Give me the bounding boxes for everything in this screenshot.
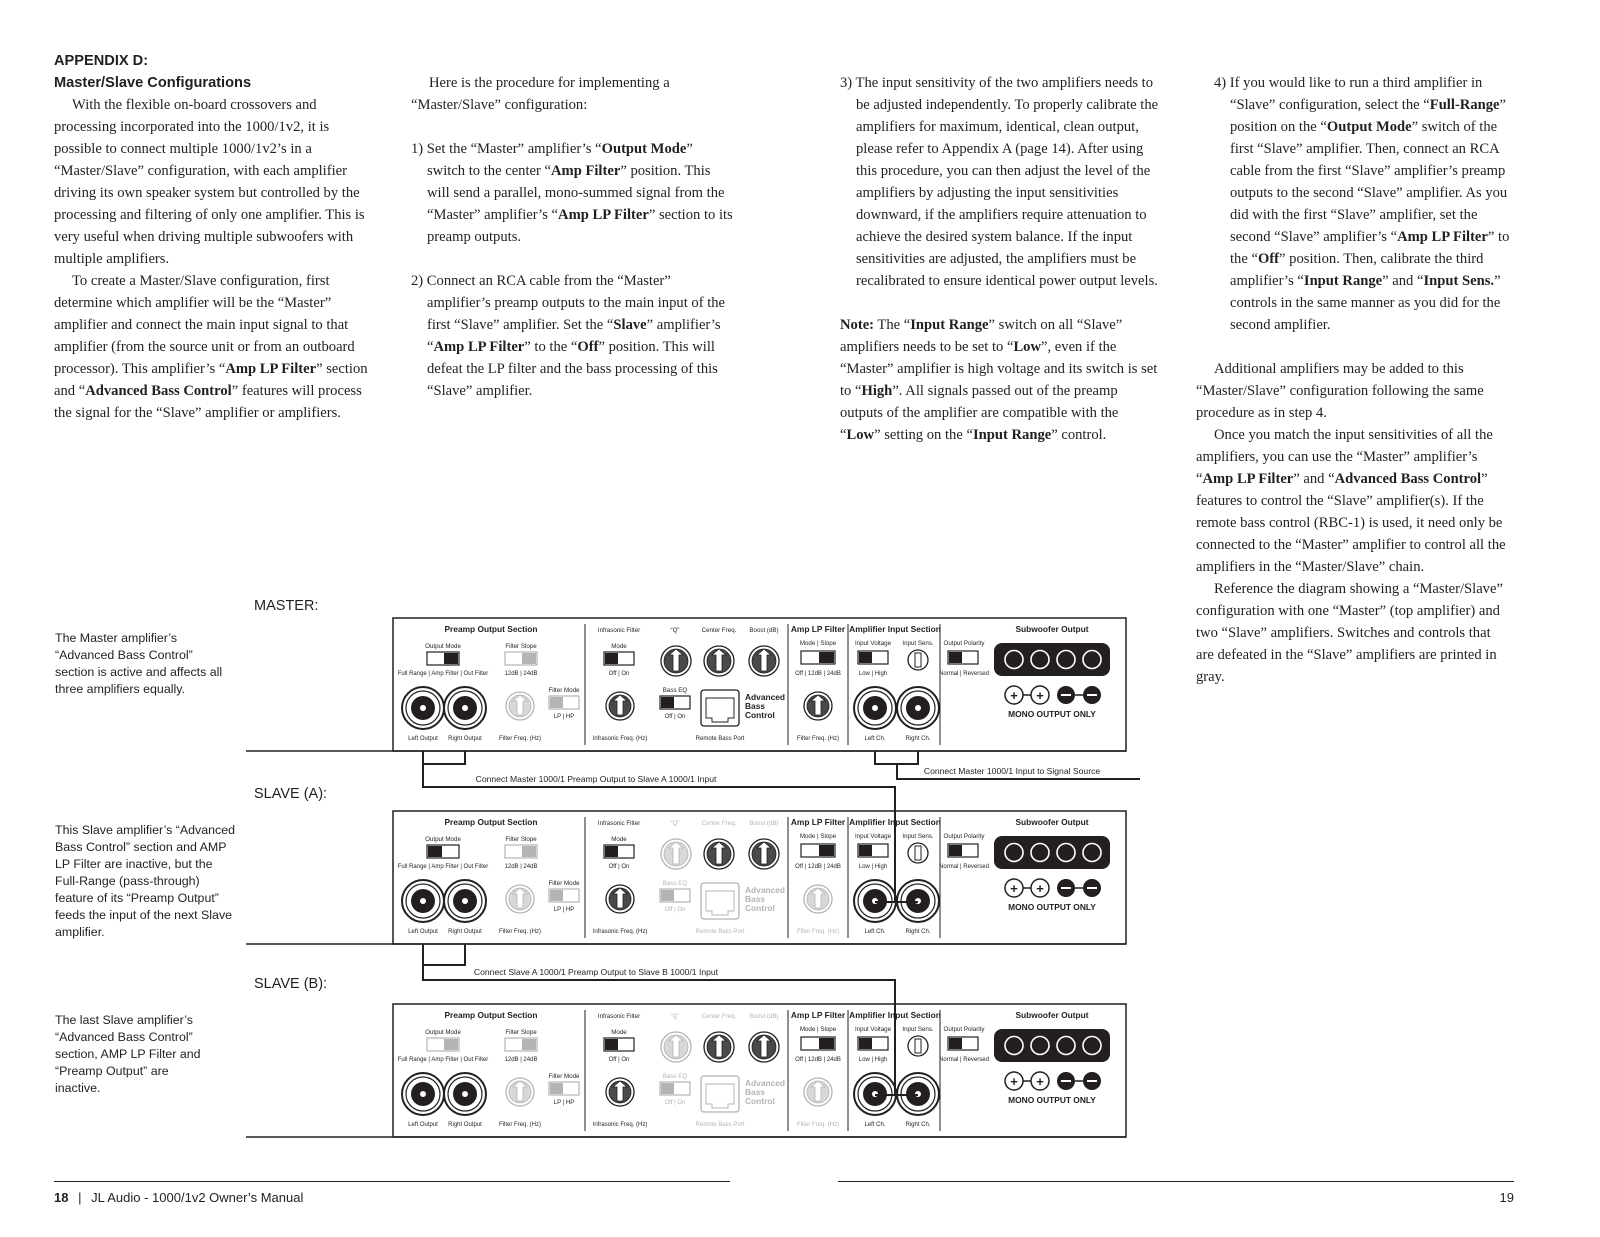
footer-left: 18 | JL Audio - 1000/1v2 Owner’s Manual — [54, 1190, 304, 1205]
amp0-center-freq-label: Center Freq. — [701, 627, 737, 634]
amp0-lp-opts: Off | 12dB | 24dB — [795, 671, 841, 677]
amp1-boost-label: Boost (dB) — [749, 820, 779, 827]
amp0-polarity-label: Output Polarity — [943, 640, 985, 647]
label-master-to-source: Connect Master 1000/1 Input to Signal Source — [923, 766, 1101, 776]
label-master-to-slave-a: Connect Master 1000/1 Preamp Output to Slave A 1000/1 Input — [475, 774, 717, 784]
amp0-filter-slope-opts: 12dB | 24dB — [504, 671, 538, 677]
amp2-filter-slope-opts: 12dB | 24dB — [504, 1057, 538, 1063]
side-note-slave-a: This Slave amplifier’s “Advanced Bass Control” section and AMP LP Filter are inactive, but the Full-Range (pass-through) feature of its “Preamp Output” feeds the input of the next Slave amplifier. — [55, 823, 235, 939]
amp0-abc-word-1: Bass — [745, 701, 766, 711]
amp0-neg-sign-1 — [1087, 694, 1097, 696]
amp0-abc-word-2: Control — [745, 710, 775, 720]
amp0-sub-terminal-1 — [1031, 651, 1049, 669]
amp2-outline — [393, 1004, 1126, 1137]
amp1-bass-eq-switch-lever — [661, 890, 674, 901]
label-slave-a-to-slave-b: Connect Slave A 1000/1 Preamp Output to Slave B 1000/1 Input — [473, 967, 719, 977]
amp2-lp-switch-lever — [819, 1038, 834, 1049]
amp0-input-sens-label: Input Sens. — [902, 640, 934, 647]
amp0-sub-terminal-2 — [1057, 651, 1075, 669]
amp2-q-label: “Q” — [670, 1013, 680, 1020]
amp1-output-mode-switch-lever — [428, 846, 442, 857]
amp2-right-output-label: Right Output — [448, 1122, 482, 1128]
amp1-filter-freq-label: Filter Freq. (Hz) — [499, 929, 541, 935]
amp0-remote-bass-port-label: Remote Bass Port — [695, 736, 745, 742]
page-number-left: 18 — [54, 1190, 69, 1205]
step-4: 4) If you would like to run a third amplifier in “Slave” configuration, select the “Full-Range” position on the “Output Mode” switch of the first “Slave” amplifier. Then, connect an RCA cable from the first “Slave” amplifier’s preamp outputs to the second “Slave” amplifier. As you did with the first “Slave” amplifier, set the second “Slave” amplifier’s “Amp LP Filter” to the “Off” position. Then, calibrate the third amplifier’s “Input Range” and “Input Sens.” controls in the same manner as you did for the second amplifier. — [1214, 75, 1510, 333]
amp0-remote-port — [701, 690, 739, 726]
col1-paragraph-1: With the flexible on-board crossovers and processing incorporated into the 1000/1v2, it is possible to connect multiple 1000/1v2’s in a “Master/Slave” configuration, with each amplifier driving its own speaker system but controlled by the processing and filtering of only one amplifier. This is very useful when driving multiple subwoofers with multiple amplifiers. — [54, 97, 365, 267]
amp2-abc-word-2: Control — [745, 1096, 775, 1106]
amp2-filter-mode-label: Filter Mode — [548, 1073, 580, 1080]
step-3: 3) The input sensitivity of the two amplifiers needs to be adjusted independently. To properly calibrate the amplifiers for maximum, identical, clean output, please refer to Appendix A (page 14). After using this procedure, you can then adjust the level of the amplifiers by adjusting the input sensitivities downward, if the amplifiers require attenuation to achieve the desired system balance. If the input sensitivities are adjusted, the amplifiers must be recalibrated to ensure identical power output levels. — [840, 75, 1159, 289]
amp2-amp-lp-title: Amp LP Filter — [790, 1010, 846, 1020]
amp1-filter-slope-label: Filter Slope — [505, 836, 537, 843]
appendix-heading: APPENDIX D: — [54, 53, 149, 69]
footer-manual-title: JL Audio - 1000/1v2 Owner’s Manual — [91, 1190, 304, 1205]
amp0-infrasonic-freq-label: Infrasonic Freq. (Hz) — [592, 736, 648, 742]
amp2-sub-terminal-3 — [1083, 1037, 1101, 1055]
amp1-right-ch-label: Right Ch. — [905, 929, 931, 935]
amp2-right-output-jack-pin — [462, 1091, 468, 1097]
amp2-polarity-opts: Normal | Reversed — [939, 1057, 989, 1063]
amp0-mode-slope-label: Mode | Slope — [799, 640, 837, 647]
amp2-input-sens-label: Input Sens. — [902, 1026, 934, 1033]
amp2-polarity-switch-lever — [949, 1038, 962, 1049]
amp0-lp-freq-label: Filter Freq. (Hz) — [797, 736, 839, 742]
footer-rule-left — [54, 1181, 730, 1182]
amp2-preamp-title: Preamp Output Section — [444, 1010, 538, 1020]
amp1-lp-opts: Off | 12dB | 24dB — [795, 864, 841, 870]
amp0-input-sens-slot — [915, 653, 921, 667]
amp0-filter-mode-label: Filter Mode — [548, 687, 580, 694]
amp0-sub-output-title: Subwoofer Output — [1015, 624, 1089, 634]
amp1-input-voltage-label: Input Voltage — [854, 833, 892, 840]
amp1-left-output-jack-pin — [420, 898, 426, 904]
amp2-filter-slope-switch-lever — [522, 1039, 536, 1050]
amp2-output-mode-opts: Full Range | Amp Filter | Out Filter — [397, 1057, 489, 1063]
amp2-lp-freq-label: Filter Freq. (Hz) — [797, 1122, 839, 1128]
col4-paragraph-1: Additional amplifiers may be added to this “Master/Slave” configuration following the same procedure as in step 4. — [1196, 361, 1484, 421]
amp2-filter-slope-label: Filter Slope — [505, 1029, 537, 1036]
amp0-input-voltage-label: Input Voltage — [854, 640, 892, 647]
panel-label-slave-a: SLAVE (A): — [254, 786, 328, 802]
amp0-filter-slope-label: Filter Slope — [505, 643, 537, 650]
amp1-remote-port — [701, 883, 739, 919]
amp2-bass-eq-opts: Off | On — [664, 1100, 686, 1106]
amp2-sub-output-title: Subwoofer Output — [1015, 1010, 1089, 1020]
wire-master-in-bracket — [875, 751, 918, 764]
amp2-neg-sign-0 — [1061, 1080, 1071, 1082]
amp2-input-title: Amplifier Input Section — [849, 1010, 941, 1020]
amp-panel-2 — [246, 1004, 1126, 1137]
amp1-sub-terminal-1 — [1031, 844, 1049, 862]
wire-master-out-bracket — [423, 751, 465, 764]
amp2-output-mode-switch-lever — [444, 1039, 458, 1050]
note-paragraph: Note: The “Input Range” switch on all “Slave” amplifiers needs to be set to “Low”, even if the “Master” amplifier is high voltage and its switch is set to “High”. All signals passed out of the preamp outputs of the amplifier are compatible with the “Low” setting on the “Input Range” control. — [840, 317, 1158, 443]
amp0-boost-label: Boost (dB) — [749, 627, 779, 634]
amp2-neg-sign-1 — [1087, 1080, 1097, 1082]
col4-paragraph-2: Once you match the input sensitivities of all the amplifiers, you can use the “Master” amplifier’s “Amp LP Filter” and “Advanced Bass Control” features to control the “Slave” amplifier(s). If the remote bass control (RBC-1) is used, it need only be connected to the “Master” amplifier to control all the amplifiers in the “Master/Slave” chain. — [1196, 427, 1506, 575]
amp1-infrasonic-freq-label: Infrasonic Freq. (Hz) — [592, 929, 648, 935]
amp1-sub-terminal-0 — [1005, 844, 1023, 862]
amp0-sub-terminal-0 — [1005, 651, 1023, 669]
amp2-bass-eq-switch-lever — [661, 1083, 674, 1094]
amp1-output-mode-opts: Full Range | Amp Filter | Out Filter — [397, 864, 489, 870]
amp0-polarity-switch-lever — [949, 652, 962, 663]
amp2-input-voltage-switch-lever — [859, 1038, 872, 1049]
amp1-center-freq-label: Center Freq. — [701, 820, 737, 827]
amp0-infrasonic-opts: Off | On — [608, 671, 630, 677]
col2-intro: Here is the procedure for implementing a “Master/Slave” configuration: — [411, 75, 670, 113]
amp1-left-output-label: Left Output — [408, 929, 438, 935]
amp-panel-0 — [246, 618, 1126, 751]
amp1-preamp-title: Preamp Output Section — [444, 817, 538, 827]
amp0-infrasonic-title: Infrasonic Filter — [597, 627, 641, 634]
amp2-remote-bass-port-label: Remote Bass Port — [695, 1122, 745, 1128]
amp2-abc-word-1: Bass — [745, 1087, 766, 1097]
amp0-left-ch-label: Left Ch. — [864, 736, 886, 742]
amp0-right-input-jack-pin — [915, 705, 921, 711]
amp0-filter-mode-switch-lever — [550, 697, 563, 708]
wire-slave-a-out-bracket — [423, 944, 465, 965]
amp2-center-freq-label: Center Freq. — [701, 1013, 737, 1020]
section-heading: Master/Slave Configurations — [54, 75, 252, 91]
amp1-input-sens-slot — [915, 846, 921, 860]
amp0-output-mode-switch-lever — [444, 653, 458, 664]
panel-label-slave-b: SLAVE (B): — [254, 976, 328, 992]
amp1-infrasonic-opts: Off | On — [608, 864, 630, 870]
step-1: 1) Set the “Master” amplifier’s “Output Mode” switch to the center “Amp Filter” position. This will send a parallel, mono-summed signal from the “Master” amplifier’s “Amp LP Filter” section to its preamp outputs. — [411, 141, 733, 245]
amp2-sub-terminal-1 — [1031, 1037, 1049, 1055]
amp1-polarity-switch-lever — [949, 845, 962, 856]
amp1-bass-eq-opts: Off | On — [664, 907, 686, 913]
amp0-mono-label: MONO OUTPUT ONLY — [1008, 709, 1096, 719]
amp2-filter-mode-opts: LP | HP — [553, 1100, 575, 1106]
amp1-neg-sign-1 — [1087, 887, 1097, 889]
amp0-output-mode-label: Output Mode — [425, 643, 461, 650]
amp1-input-sens-label: Input Sens. — [902, 833, 934, 840]
amp1-sub-terminal-3 — [1083, 844, 1101, 862]
amp1-polarity-opts: Normal | Reversed — [939, 864, 989, 870]
page-number-right: 19 — [1499, 1190, 1514, 1205]
amp1-mode-slope-label: Mode | Slope — [799, 833, 837, 840]
amp0-left-output-label: Left Output — [408, 736, 438, 742]
amp0-left-input-jack-pin — [872, 705, 878, 711]
amp1-pos-sign-0: + — [1010, 881, 1018, 896]
amp0-abc-word-0: Advanced — [745, 692, 786, 702]
amp1-abc-word-1: Bass — [745, 894, 766, 904]
col1-paragraph-2: To create a Master/Slave configuration, first determine which amplifier will be the “Master” amplifier and connect the main input signal to that amplifier (from the source unit or from an outboard processor). This amplifier’s “Amp LP Filter” section and “Advanced Bass Control” features will process the signal for the “Slave” amplifier or amplifiers. — [54, 273, 368, 421]
amp2-sub-terminal-2 — [1057, 1037, 1075, 1055]
amp0-sub-terminal-3 — [1083, 651, 1101, 669]
amp1-filter-mode-opts: LP | HP — [553, 907, 575, 913]
amp2-lp-opts: Off | 12dB | 24dB — [795, 1057, 841, 1063]
amp0-output-mode-opts: Full Range | Amp Filter | Out Filter — [397, 671, 489, 677]
amp0-input-title: Amplifier Input Section — [849, 624, 941, 634]
amp1-infrasonic-title: Infrasonic Filter — [597, 820, 641, 827]
amp2-left-output-label: Left Output — [408, 1122, 438, 1128]
amp1-outline — [393, 811, 1126, 944]
amp2-output-mode-label: Output Mode — [425, 1029, 461, 1036]
amp1-right-output-jack-pin — [462, 898, 468, 904]
amp2-filter-mode-switch-lever — [550, 1083, 563, 1094]
amp2-infrasonic-mode-label: Mode — [611, 1029, 627, 1036]
amp1-lp-switch-lever — [819, 845, 834, 856]
footer-rule-right — [838, 1181, 1514, 1182]
amp0-filter-slope-switch-lever — [522, 653, 536, 664]
amp0-bass-eq-switch-lever — [661, 697, 674, 708]
amp0-right-output-jack-pin — [462, 705, 468, 711]
amp2-bass-eq-label: Bass EQ — [662, 1073, 688, 1080]
amp2-mono-label: MONO OUTPUT ONLY — [1008, 1095, 1096, 1105]
step-2: 2) Connect an RCA cable from the “Master” amplifier’s preamp outputs to the main input of the first “Slave” amplifier. Set the “Slave” amplifier’s “Amp LP Filter” to the “Off” position. This will defeat the LP filter and the bass processing of this “Slave” amplifier. — [411, 273, 726, 399]
amp0-neg-sign-0 — [1061, 694, 1071, 696]
amp1-input-voltage-switch-lever — [859, 845, 872, 856]
amp2-boost-label: Boost (dB) — [749, 1013, 779, 1020]
amp1-q-label: “Q” — [670, 820, 680, 827]
side-note-slave-b: The last Slave amplifier’s “Advanced Bass Control” section, AMP LP Filter and “Preamp Output” are inactive. — [55, 1013, 201, 1095]
amp0-lp-switch-lever — [819, 652, 834, 663]
amp1-input-title: Amplifier Input Section — [849, 817, 941, 827]
amp2-infrasonic-title: Infrasonic Filter — [597, 1013, 641, 1020]
amp1-remote-bass-port-label: Remote Bass Port — [695, 929, 745, 935]
amp1-polarity-label: Output Polarity — [943, 833, 985, 840]
amp1-low-high-opts: Low | High — [858, 864, 888, 870]
amp1-bass-eq-label: Bass EQ — [662, 880, 688, 887]
amp0-amp-lp-title: Amp LP Filter — [790, 624, 846, 634]
amp2-right-ch-label: Right Ch. — [905, 1122, 931, 1128]
amp1-filter-slope-opts: 12dB | 24dB — [504, 864, 538, 870]
amp0-preamp-title: Preamp Output Section — [444, 624, 538, 634]
amp0-q-label: “Q” — [670, 627, 680, 634]
amp2-sub-terminal-0 — [1005, 1037, 1023, 1055]
amp0-outline — [393, 618, 1126, 751]
amp2-infrasonic-freq-label: Infrasonic Freq. (Hz) — [592, 1122, 648, 1128]
amp1-left-ch-label: Left Ch. — [864, 929, 886, 935]
side-note-master: The Master amplifier’s “Advanced Bass Control” section is active and affects all three amplifiers equally. — [55, 631, 223, 696]
amp2-left-output-jack-pin — [420, 1091, 426, 1097]
amp1-right-output-label: Right Output — [448, 929, 482, 935]
amp0-filter-freq-label: Filter Freq. (Hz) — [499, 736, 541, 742]
amp1-abc-word-0: Advanced — [745, 885, 786, 895]
amp2-left-ch-label: Left Ch. — [864, 1122, 886, 1128]
amp0-pos-sign-1: + — [1036, 688, 1044, 703]
amp0-bass-eq-opts: Off | On — [664, 714, 686, 720]
amp2-infrasonic-opts: Off | On — [608, 1057, 630, 1063]
amp0-infrasonic-switch-lever — [605, 653, 618, 664]
amp2-remote-port — [701, 1076, 739, 1112]
amp2-pos-sign-1: + — [1036, 1074, 1044, 1089]
amp1-filter-mode-label: Filter Mode — [548, 880, 580, 887]
amp2-infrasonic-switch-lever — [605, 1039, 618, 1050]
amp0-pos-sign-0: + — [1010, 688, 1018, 703]
amp1-neg-sign-0 — [1061, 887, 1071, 889]
amp1-filter-mode-switch-lever — [550, 890, 563, 901]
amp2-abc-word-0: Advanced — [745, 1078, 786, 1088]
amp1-abc-word-2: Control — [745, 903, 775, 913]
col4-paragraph-3: Reference the diagram showing a “Master/Slave” configuration with one “Master” (top amplifier) and two “Slave” amplifiers. Switches and controls that are defeated in the “Slave” amplifiers are printed in gray. — [1196, 581, 1503, 685]
amp1-mono-label: MONO OUTPUT ONLY — [1008, 902, 1096, 912]
amp0-low-high-opts: Low | High — [858, 671, 888, 677]
amp1-infrasonic-switch-lever — [605, 846, 618, 857]
amp1-pos-sign-1: + — [1036, 881, 1044, 896]
amp1-filter-slope-switch-lever — [522, 846, 536, 857]
amp0-polarity-opts: Normal | Reversed — [939, 671, 989, 677]
panel-label-master: MASTER: — [254, 598, 319, 614]
amp2-input-voltage-label: Input Voltage — [854, 1026, 892, 1033]
amp1-infrasonic-mode-label: Mode — [611, 836, 627, 843]
amp0-left-output-jack-pin — [420, 705, 426, 711]
amp1-output-mode-label: Output Mode — [425, 836, 461, 843]
amp2-input-sens-slot — [915, 1039, 921, 1053]
amp2-low-high-opts: Low | High — [858, 1057, 888, 1063]
amp2-filter-freq-label: Filter Freq. (Hz) — [499, 1122, 541, 1128]
amp0-right-ch-label: Right Ch. — [905, 736, 931, 742]
amp0-bass-eq-label: Bass EQ — [662, 687, 688, 694]
amp2-pos-sign-0: + — [1010, 1074, 1018, 1089]
amp0-right-output-label: Right Output — [448, 736, 482, 742]
amp0-filter-mode-opts: LP | HP — [553, 714, 575, 720]
amp2-polarity-label: Output Polarity — [943, 1026, 985, 1033]
amp1-sub-terminal-2 — [1057, 844, 1075, 862]
amp1-lp-freq-label: Filter Freq. (Hz) — [797, 929, 839, 935]
amp1-amp-lp-title: Amp LP Filter — [790, 817, 846, 827]
amp0-input-voltage-switch-lever — [859, 652, 872, 663]
amp-panel-1 — [246, 811, 1126, 944]
amp2-mode-slope-label: Mode | Slope — [799, 1026, 837, 1033]
amp1-sub-output-title: Subwoofer Output — [1015, 817, 1089, 827]
amp0-infrasonic-mode-label: Mode — [611, 643, 627, 650]
